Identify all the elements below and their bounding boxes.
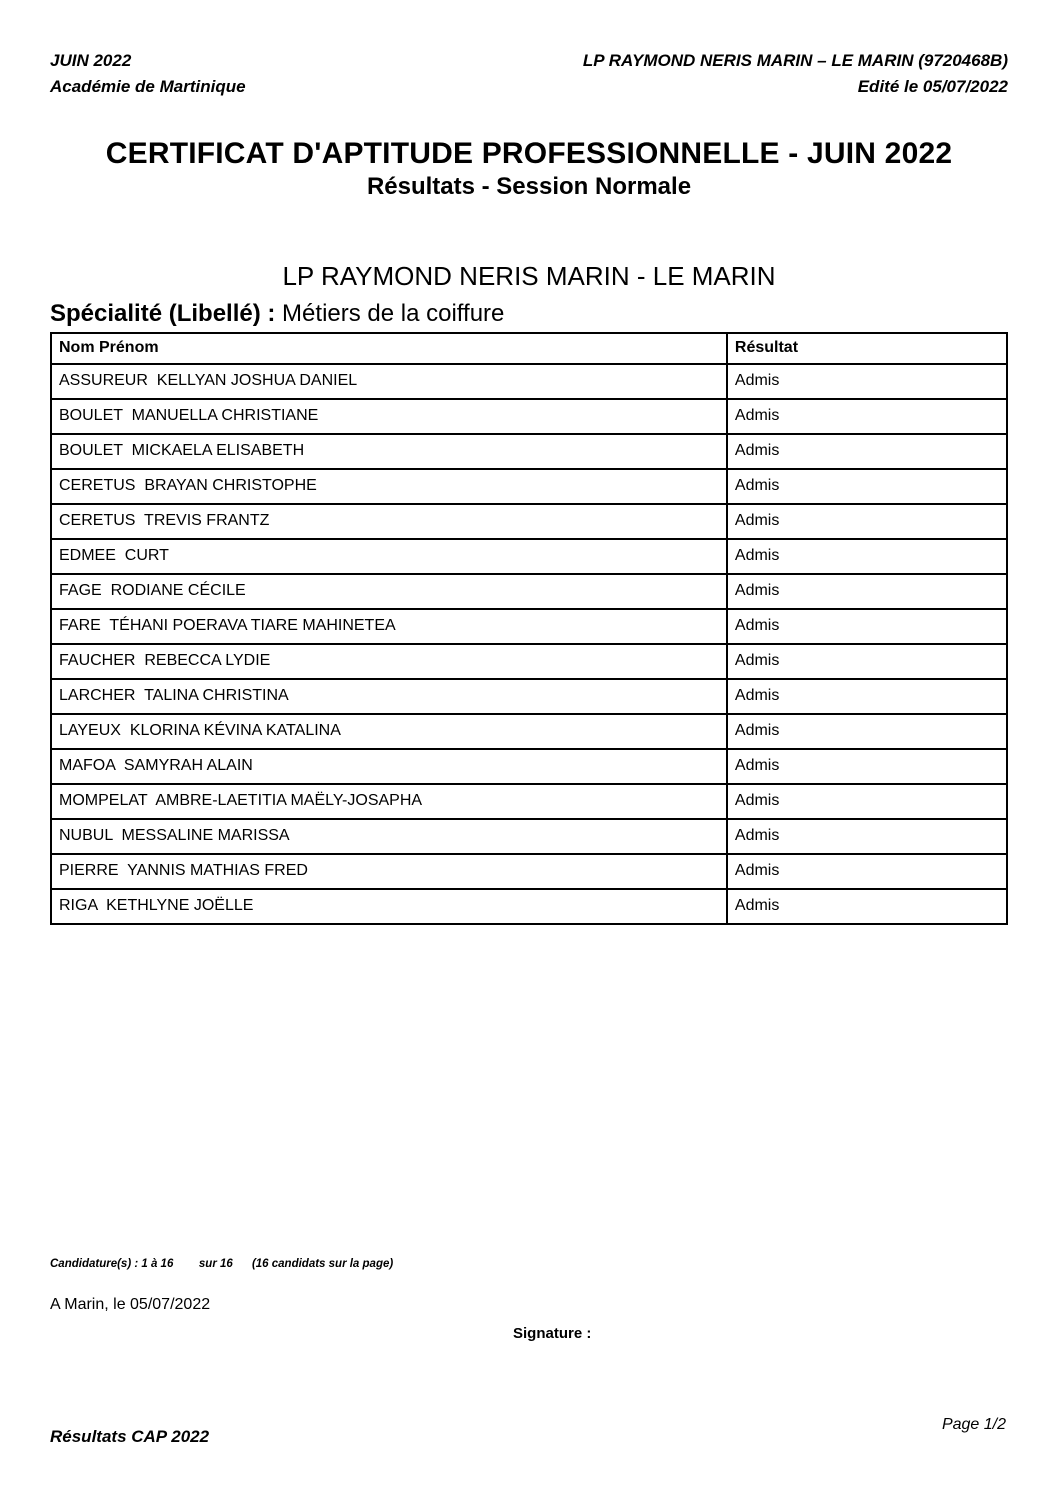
candidate-name: BOULET MICKAELA ELISABETH [51, 434, 727, 469]
table-row [51, 854, 1007, 889]
candidate-result: Admis [727, 364, 1007, 399]
table-row [51, 574, 1007, 609]
candidate-result: Admis [727, 714, 1007, 749]
table-row [51, 434, 1007, 469]
academy-label: Académie de Martinique [50, 77, 246, 97]
specialty-value: Métiers de la coiffure [275, 299, 505, 327]
table-body [51, 364, 1007, 924]
header-right-block [583, 48, 1008, 101]
candidate-result: Admis [727, 469, 1007, 504]
footer-doc-title: Résultats CAP 2022 [50, 1427, 210, 1446]
candidate-result: Admis [727, 574, 1007, 609]
candidate-name: NUBUL MESSALINE MARISSA [51, 819, 727, 854]
candidate-result: Admis [727, 854, 1007, 889]
page-number: Page 1/2 [941, 1416, 1006, 1433]
header-left-block [50, 48, 246, 101]
candidate-result: Admis [727, 399, 1007, 434]
table-row [51, 749, 1007, 784]
table-row [51, 364, 1007, 399]
specialty-label: Spécialité (Libellé) : [50, 299, 276, 327]
table-header-row [51, 333, 1007, 364]
table-row [51, 679, 1007, 714]
candidate-name: CERETUS BRAYAN CHRISTOPHE [51, 469, 727, 504]
candidate-result: Admis [727, 434, 1007, 469]
candidate-result: Admis [727, 819, 1007, 854]
candidate-result: Admis [727, 749, 1007, 784]
candidate-name: PIERRE YANNIS MATHIAS FRED [51, 854, 727, 889]
signature-label: Signature : [513, 1325, 592, 1342]
candidate-name: EDMEE CURT [51, 539, 727, 574]
specialty-line [50, 300, 1008, 328]
candidate-name: RIGA KETHLYNE JOËLLE [51, 889, 727, 924]
table-row [51, 539, 1007, 574]
candidate-result: Admis [727, 609, 1007, 644]
candidate-name: FARE TÉHANI POERAVA TIARE MAHINETEA [51, 609, 727, 644]
table-row [51, 504, 1007, 539]
candidate-name: MAFOA SAMYRAH ALAIN [51, 749, 727, 784]
place-date-label: A Marin, le 05/07/2022 [50, 1296, 211, 1313]
candidate-name: ASSUREUR KELLYAN JOSHUA DANIEL [51, 364, 727, 399]
table-row [51, 819, 1007, 854]
table-row [51, 469, 1007, 504]
edited-date-label: Edité le 05/07/2022 [857, 77, 1008, 97]
candidatures-summary: Candidature(s) : 1 à 16 sur 16 (16 candidats sur la page) [50, 1258, 394, 1270]
candidate-result: Admis [727, 504, 1007, 539]
table-row [51, 784, 1007, 819]
table-row [51, 889, 1007, 924]
table-row [51, 399, 1007, 434]
candidate-name: MOMPELAT AMBRE-LAETITIA MAËLY-JOSAPHA [51, 784, 727, 819]
column-header-name: Nom Prénom [51, 333, 727, 364]
candidate-name: LARCHER TALINA CHRISTINA [51, 679, 727, 714]
candidate-name: FAGE RODIANE CÉCILE [51, 574, 727, 609]
document-subtitle: Résultats - Session Normale [366, 172, 692, 200]
column-header-result: Résultat [727, 333, 1007, 364]
candidate-name: CERETUS TREVIS FRANTZ [51, 504, 727, 539]
candidate-result: Admis [727, 644, 1007, 679]
candidate-result: Admis [727, 539, 1007, 574]
school-code-label: LP RAYMOND NERIS MARIN – LE MARIN (9720468B) [582, 51, 1008, 70]
candidate-name: BOULET MANUELLA CHRISTIANE [51, 399, 727, 434]
document-header [50, 0, 1008, 101]
table-row [51, 609, 1007, 644]
document-title: CERTIFICAT D'APTITUDE PROFESSIONNELLE - JUIN 2022 [105, 136, 953, 170]
candidate-result: Admis [727, 889, 1007, 924]
session-label: JUIN 2022 [50, 51, 132, 70]
table-row [51, 714, 1007, 749]
table-row [51, 644, 1007, 679]
candidate-name: LAYEUX KLORINA KÉVINA KATALINA [51, 714, 727, 749]
candidate-result: Admis [727, 679, 1007, 714]
candidate-result: Admis [727, 784, 1007, 819]
candidate-name: FAUCHER REBECCA LYDIE [51, 644, 727, 679]
results-table [50, 332, 1008, 925]
school-name: LP RAYMOND NERIS MARIN - LE MARIN [282, 260, 776, 291]
